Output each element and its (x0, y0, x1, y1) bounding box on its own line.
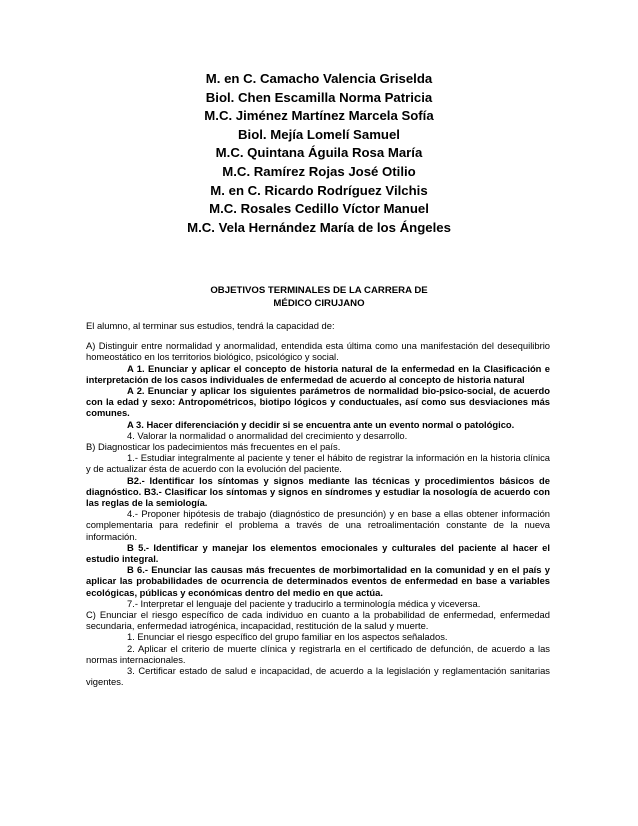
author-name: M.C. Quintana Águila Rosa María (215, 145, 423, 161)
objective-paragraph: B2.- Identificar los síntomas y signos mediante las técnicas y procedimientos básicos de diagnóstico. B3.- Clasificar los síntomas y signos en síndromes y estudiar la nosología de acuerdo con las reglas de la semiología. (86, 474, 550, 509)
objective-paragraph: A 3. Hacer diferenciación y decidir si se encuentra ante un evento normal o patológico. (127, 418, 515, 430)
author-name: M.C. Jiménez Martínez Marcela Sofía (204, 108, 434, 124)
objective-paragraph: 1.- Estudiar integralmente al paciente y tener el hábito de registrar la información en la historia clínica y de actualizar ésta de acuerdo con la evolución del paciente. (86, 452, 550, 475)
section-heading-line: OBJETIVOS TERMINALES DE LA CARRERA DE (210, 285, 428, 296)
author-list (0, 70, 638, 237)
document-body (86, 320, 550, 688)
section-heading (0, 285, 638, 310)
spacer (86, 331, 550, 340)
author-name: Biol. Chen Escamilla Norma Patricia (205, 89, 433, 105)
objective-paragraph: 1. Enunciar el riesgo específico del grupo familiar en los aspectos señalados. (127, 631, 448, 643)
objectives-list (86, 340, 550, 687)
objective-paragraph: B 5.- Identificar y manejar los elementos emocionales y culturales del paciente al hacer el estudio integral. (86, 541, 550, 565)
objective-paragraph: A 2. Enunciar y aplicar los siguientes parámetros de normalidad bio-psico-social, de acuerdo con la edad y sexo: Antropométricos, biotipo lógicos y conductuales, así como sus desviaciones más comunes. (86, 385, 550, 419)
objective-paragraph: 7.- Interpretar el lenguaje del paciente y traducirlo a terminología médica y viceversa. (127, 597, 481, 609)
author-name: M. en C. Camacho Valencia Griselda (205, 71, 433, 86)
author-name: M.C. Vela Hernández María de los Ángeles (187, 219, 451, 235)
objective-paragraph: 4. Valorar la normalidad o anormalidad del crecimiento y desarrollo. (127, 429, 408, 441)
author-name: M.C. Rosales Cedillo Víctor Manuel (209, 201, 429, 217)
intro-text: El alumno, al terminar sus estudios, tendrá la capacidad de: (86, 320, 335, 331)
objective-paragraph: A) Distinguir entre normalidad y anormalidad, entendida esta última como una manifestación del desequilibrio homeostático en los territorios biológico, psicológico y social. (86, 340, 550, 363)
objective-paragraph: 3. Certificar estado de salud e incapacidad, de acuerdo a la legislación y reglamentación sanitarias vigentes. (86, 665, 550, 688)
author-name: M. en C. Ricardo Rodríguez Vilchis (210, 182, 428, 198)
section-heading-line: MÉDICO CIRUJANO (273, 297, 365, 309)
objective-paragraph: 2. Aplicar el criterio de muerte clínica y registrarla en el certificado de defunción, de acuerdo a las normas internacionales. (86, 642, 550, 665)
author-name: Biol. Mejía Lomelí Samuel (238, 126, 400, 142)
author-name: M.C. Ramírez Rojas José Otilio (222, 163, 416, 179)
objective-paragraph: B) Diagnosticar los padecimientos más frecuentes en el país. (86, 441, 341, 453)
objective-paragraph: 4.- Proponer hipótesis de trabajo (diagnóstico de presunción) y en base a ellas obtener información complementaria para redefinir el problema a través de una retroalimentación constante de la nueva información. (86, 508, 550, 542)
objective-paragraph: A 1. Enunciar y aplicar el concepto de historia natural de la enfermedad en la Clasificación e interpretación de los casos individuales de enfermedad de acuerdo al concepto de historia natural (86, 362, 550, 385)
objective-paragraph: B 6.- Enunciar las causas más frecuentes de morbimortalidad en la comunidad y en el país y aplicar las probabilidades de ocurrencia de determinados eventos de enfermedad en base a variables ecológicas, públicas y económicas dentro del medio en que actúa. (86, 564, 550, 598)
objective-paragraph: C) Enunciar el riesgo específico de cada individuo en cuanto a la probabilidad de enfermedad, enfermedad secundaria, enfermedad iatrogénica, incapacidad, restitución de la salud y muerte. (86, 609, 550, 632)
